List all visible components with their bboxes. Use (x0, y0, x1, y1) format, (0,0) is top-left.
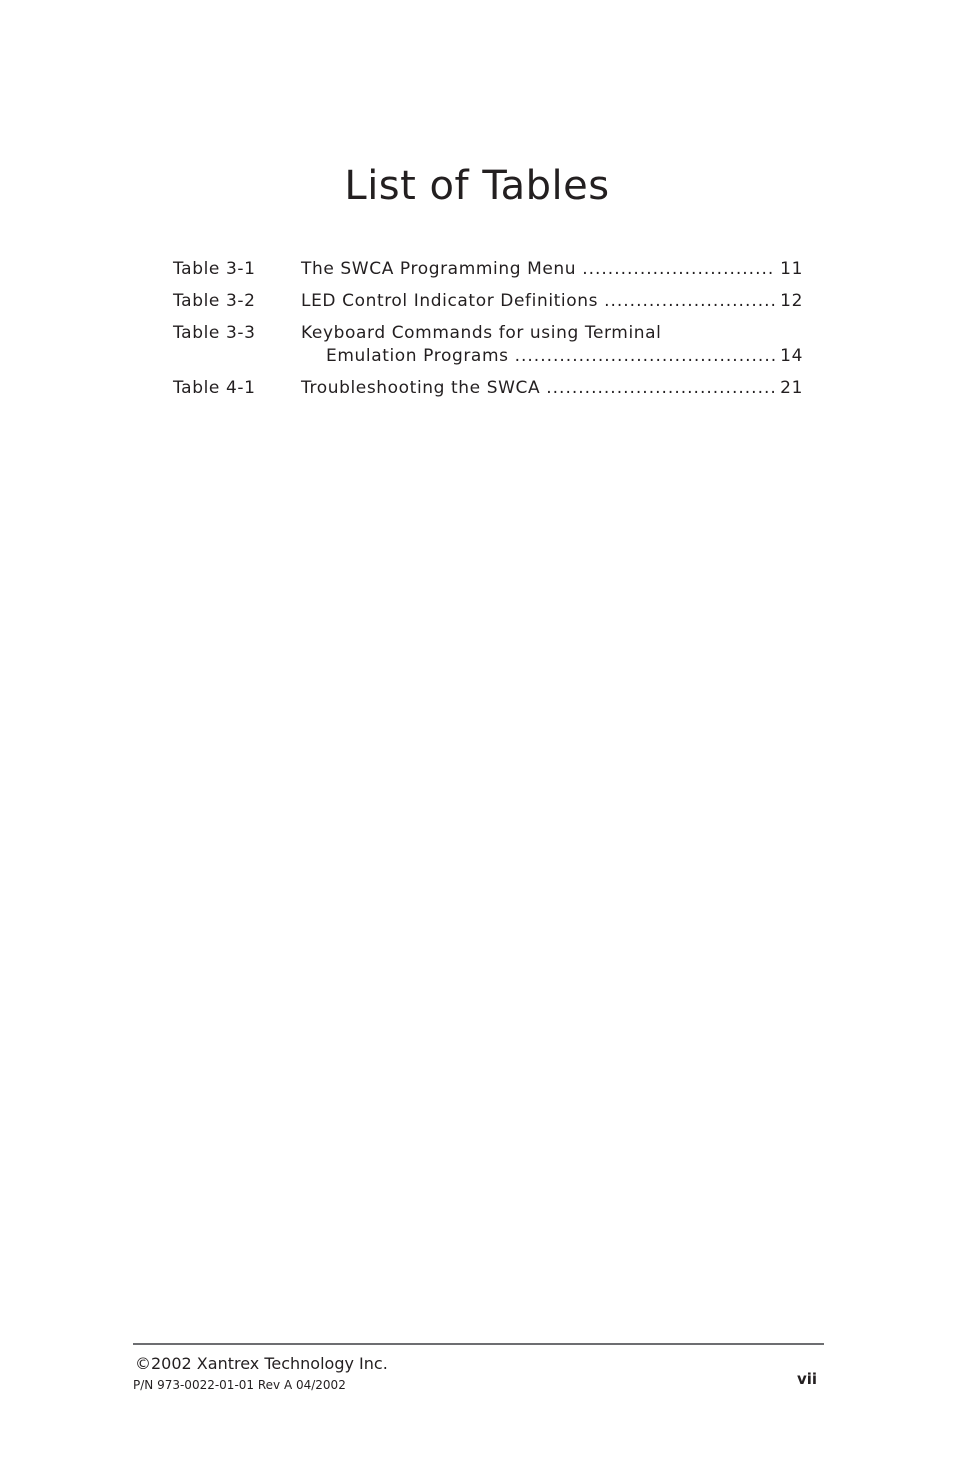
toc-entry-title: Troubleshooting the SWCA (301, 378, 541, 398)
toc-entry-title: Keyboard Commands for using Terminal (301, 323, 662, 343)
footer-copyright: ©2002 Xantrex Technology Inc. (135, 1354, 388, 1373)
toc-entry-label: Table 4-1 (173, 378, 256, 398)
toc-entry-label: Table 3-2 (173, 291, 256, 311)
toc-entry-table-3-1[interactable] (173, 258, 803, 281)
dot-leader (604, 290, 776, 313)
toc-entry-label: Table 3-1 (173, 259, 256, 279)
toc-entry-table-4-1[interactable] (173, 377, 803, 400)
page-title: List of Tables (344, 163, 610, 209)
toc-entry-title: LED Control Indicator Definitions (301, 291, 599, 311)
toc-entry-page: 21 (780, 378, 803, 398)
footer-part-number: P/N 973-0022-01-01 Rev A 04/2002 (133, 1378, 346, 1392)
toc-entry-page: 11 (780, 259, 803, 279)
toc-entry-page: 14 (780, 346, 803, 366)
toc-entry-table-3-2[interactable] (173, 290, 803, 313)
dot-leader (546, 377, 776, 400)
toc-entry-label: Table 3-3 (173, 323, 256, 343)
toc-entry-table-3-3[interactable] (173, 322, 803, 368)
toc-entry-title-continued: Emulation Programs (326, 346, 509, 366)
dot-leader (582, 258, 776, 281)
toc-entry-title: The SWCA Programming Menu (301, 259, 577, 279)
toc-entry-page: 12 (780, 291, 803, 311)
dot-leader (515, 345, 777, 368)
list-of-tables (173, 258, 803, 409)
footer-page-number: vii (796, 1370, 817, 1388)
footer-divider (133, 1343, 824, 1345)
